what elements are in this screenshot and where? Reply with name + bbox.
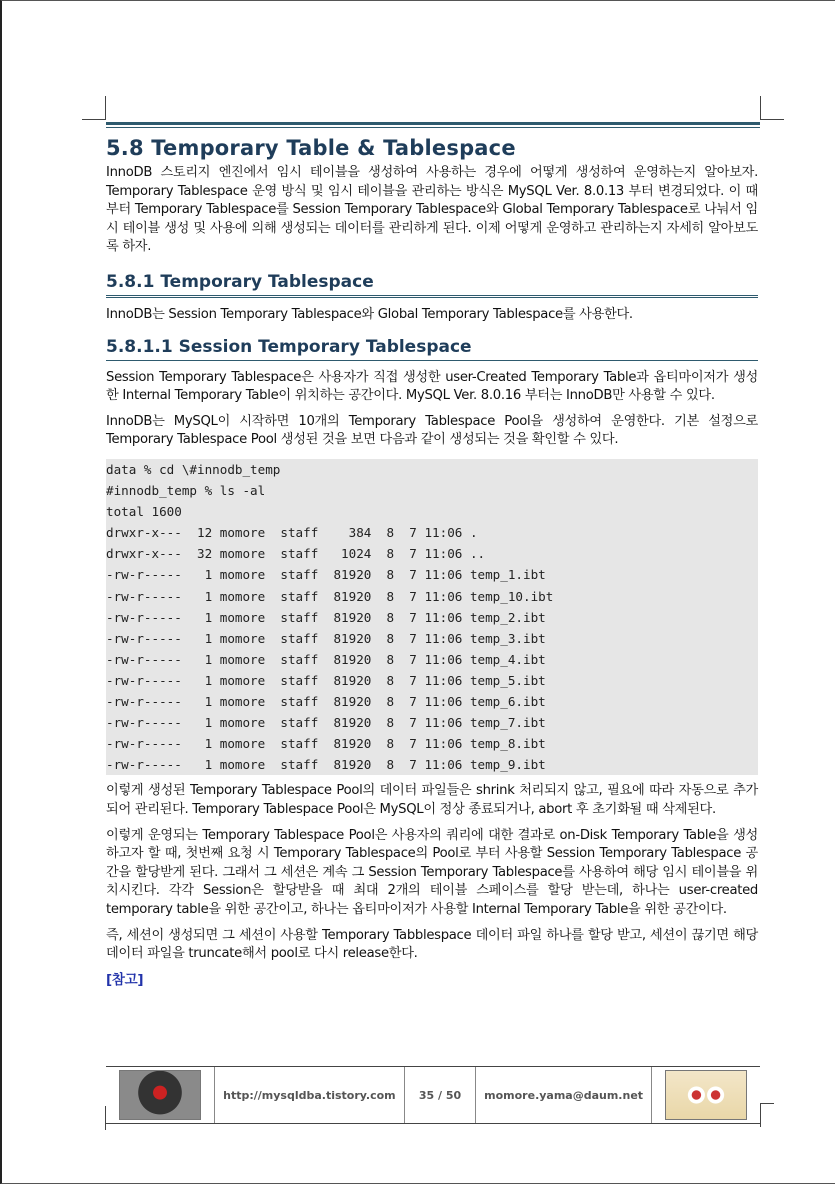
subsection-rule: [106, 295, 758, 296]
crop-mark-top-left-h: [82, 119, 106, 120]
subsection-title: 5.8.1 Temporary Tablespace: [106, 271, 374, 292]
footer-email[interactable]: momore.yama@daum.net: [484, 1088, 644, 1102]
subsection-rule-thin: [106, 297, 758, 298]
footer-left-avatar-cell: [106, 1067, 215, 1123]
subsection-text: InnoDB는 Session Temporary Tablespace와 Global Temporary Tablespace를 사용한다.: [106, 306, 633, 322]
paragraph-4: 이렇게 운영되는 Temporary Tablespace Pool은 사용자의 쿼리에 대한 결과로 on-Disk Temporary Table을 생성하고자 할 때, 첫번째 요청 시 Temporary Tablespace의 Pool로 부터 사용할 Session Temporary Tablespace 공간을 할당받게 된다. 그래서 그 세션은 계속 그 Session Temporary Tablespace를 사용하여 해당 임시 테이블을 위치시킨다. 각각 Session은 할당받을 때 최대 2개의 테이블 스페이스를 할당 받는데, 하나는 user-created temporary table을 위한 공간이고, 하나는 옵티마이저가 사용할 Internal Temporary Table을 위한 공간이다.: [106, 827, 758, 917]
header-rule-thin: [106, 127, 760, 128]
section-intro: InnoDB 스토리지 엔진에서 임시 테이블을 생성하여 사용하는 경우에 어떻게 생성하여 운영하는지 알아보자. Temporary Tablespace 운영 방식 및 임시 테이블을 관리하는 방식은 MySQL Ver. 8.0.13 부터 변경되었다. 이 때 부터 Temporary Tablespace를 Session Temporary Tablespace와 Global Temporary Tablespace로 나눠서 임시 테이블 생성 및 사용에 의해 생성되는 데이터를 관리하게 된다. 이제 어떻게 운영하고 관리하는지 자세히 알아보도록 하자.: [106, 165, 758, 255]
note-label: [참고]: [106, 971, 144, 988]
paragraph-3: 이렇게 생성된 Temporary Tablespace Pool의 데이터 파일들은 shrink 처리되지 않고, 필요에 따라 자동으로 추가되어 관리된다. Temporary Tablespace Pool은 MySQL이 정상 종료되거나, abort 후 초기화될 때 삭제된다.: [106, 783, 758, 817]
code-line: data % cd \#innodb_temp: [106, 461, 281, 477]
footer-right-avatar-cell: [652, 1067, 760, 1123]
footer-email-cell: [476, 1067, 652, 1123]
crop-mark-bottom-right: [760, 1103, 774, 1104]
code-line: drwxr-x--- 32 momore staff 1024 8 7 11:06 ..: [106, 546, 486, 562]
code-block: [106, 459, 758, 775]
code-line: -rw-r----- 1 momore staff 81920 8 7 11:06 temp_9.ibt: [106, 757, 546, 773]
code-line: -rw-r----- 1 momore staff 81920 8 7 11:06 temp_5.ibt: [106, 672, 546, 688]
code-line: drwxr-x--- 12 momore staff 384 8 7 11:06 .: [106, 525, 478, 541]
code-line: -rw-r----- 1 momore staff 81920 8 7 11:06 temp_1.ibt: [106, 567, 546, 583]
paragraph-1: Session Temporary Tablespace은 사용자가 직접 생성한 user-Created Temporary Table과 옵티마이저가 생성한 Internal Temporary Table이 위치하는 공간이다. MySQL Ver. 8.0.16 부터는 InnoDB만 사용할 수 있다.: [106, 369, 758, 404]
footer-site-cell: [215, 1067, 405, 1123]
code-line: total 1600: [106, 504, 182, 520]
code-line: -rw-r----- 1 momore staff 81920 8 7 11:06 temp_2.ibt: [106, 609, 546, 625]
code-line: #innodb_temp % ls -al: [106, 483, 266, 499]
code-line: -rw-r----- 1 momore staff 81920 8 7 11:06 temp_8.ibt: [106, 736, 546, 752]
crop-mark-top-right-h: [760, 119, 784, 120]
paragraph-5: 즉, 세션이 생성되면 그 세션이 사용할 Temporary Tabblespace 데이터 파일 하나를 할당 받고, 세션이 끊기면 해당 데이터 파일을 truncate해서 pool로 다시 release한다.: [106, 927, 758, 962]
code-line: -rw-r----- 1 momore staff 81920 8 7 11:06 temp_3.ibt: [106, 630, 546, 646]
code-line: -rw-r----- 1 momore staff 81920 8 7 11:06 temp_6.ibt: [106, 693, 546, 709]
section-title: 5.8 Temporary Table & Tablespace: [106, 136, 516, 160]
footer-site[interactable]: http://mysqldba.tistory.com: [223, 1088, 396, 1102]
main-content: [106, 134, 758, 989]
page-number: 35 / 50: [418, 1088, 462, 1102]
crop-mark-bottom-right-v: [760, 1103, 761, 1127]
paragraph-2: InnoDB는 MySQL이 시작하면 10개의 Temporary Tablespace Pool을 생성하여 운영한다. 기본 설정으로 Temporary Tablespace Pool 생성된 것을 보면 다음과 같이 생성되는 것을 확인할 수 있다.: [106, 413, 758, 448]
footer-page-cell: [405, 1067, 476, 1123]
page-footer: [106, 1066, 760, 1124]
avatar: [119, 1070, 201, 1120]
crop-mark-top-left: [105, 96, 106, 120]
code-line: -rw-r----- 1 momore staff 81920 8 7 11:06 temp_7.ibt: [106, 715, 546, 731]
subsubsection-rule: [106, 360, 758, 361]
code-line: -rw-r----- 1 momore staff 81920 8 7 11:06 temp_10.ibt: [106, 588, 554, 604]
code-line: -rw-r----- 1 momore staff 81920 8 7 11:06 temp_4.ibt: [106, 651, 546, 667]
crop-mark-top-right: [760, 96, 761, 120]
avatar: [665, 1070, 747, 1120]
header-rule: [106, 122, 760, 125]
subsubsection-title: 5.8.1.1 Session Temporary Tablespace: [106, 336, 472, 357]
